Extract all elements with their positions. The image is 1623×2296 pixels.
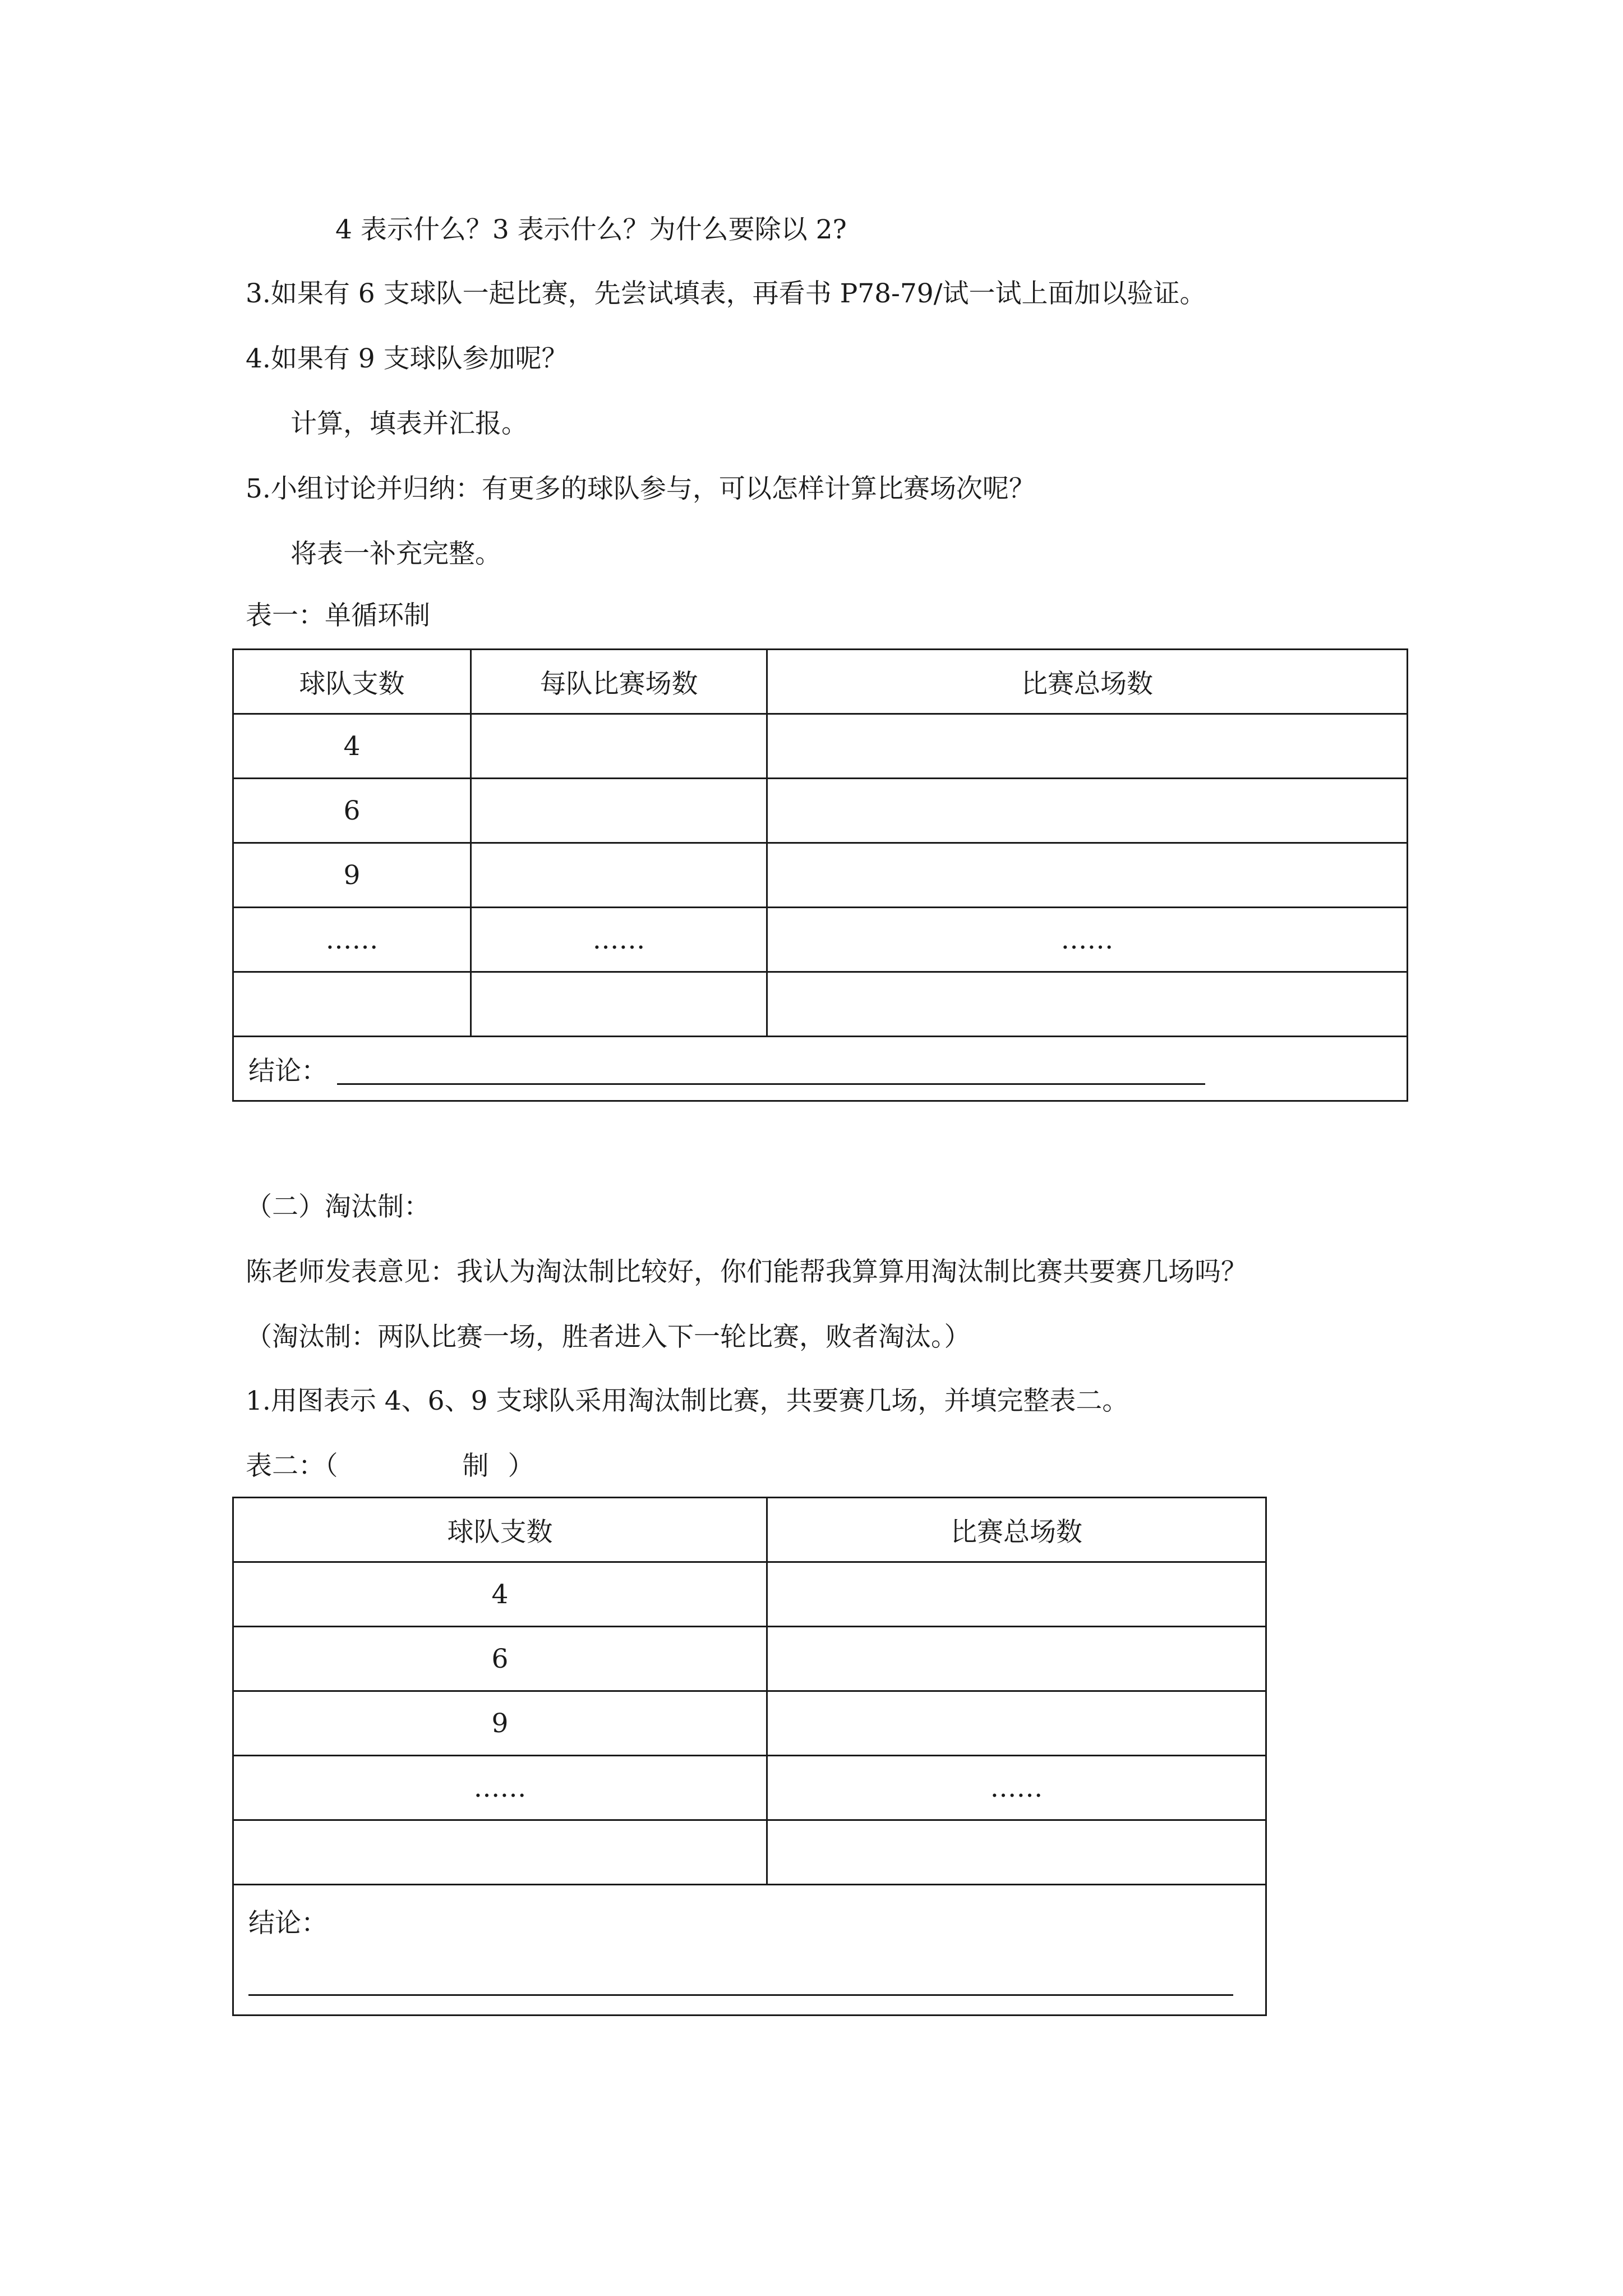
table1-cell (767, 972, 1408, 1037)
conclusion-answer-line[interactable] (337, 1083, 1205, 1085)
table-row (233, 843, 1408, 908)
table1-caption: 表一：单循环制 (246, 600, 430, 631)
table-row (233, 1562, 1266, 1627)
question-4: 4.如果有 9 支球队参加呢？ (246, 343, 568, 374)
table1-cell: 9 (233, 843, 471, 908)
table2-knockout (232, 1497, 1267, 2016)
table2-cell (233, 1820, 767, 1885)
table1-round-robin (232, 648, 1408, 1102)
table1-cell (767, 714, 1408, 779)
table2-header-cell: 球队支数 (233, 1498, 767, 1562)
conclusion-label: 结论： (248, 1908, 328, 1939)
table2-caption-close: ） (508, 1451, 534, 1481)
table-row (233, 1756, 1266, 1820)
table1-cell (471, 843, 767, 908)
table-row (233, 1627, 1266, 1691)
table2-conclusion-row (233, 1885, 1266, 2016)
table2-cell: 6 (233, 1627, 767, 1691)
table2-cell: …… (767, 1756, 1266, 1820)
table-row (233, 1691, 1266, 1756)
table1-cell: …… (471, 908, 767, 972)
section-2-line-2: （淘汰制：两队比赛一场，胜者进入下一轮比赛，败者淘汰。） (246, 1322, 971, 1352)
table2-cell (767, 1691, 1266, 1756)
table2-cell (767, 1562, 1266, 1627)
table1-conclusion-row (233, 1037, 1408, 1101)
table2-caption-open: 表二：（ (246, 1451, 338, 1481)
table2-header-cell: 比赛总场数 (767, 1498, 1266, 1562)
section-2-line-3: 1.用图表示 4、6、9 支球队采用淘汰制比赛，共要赛几场，并填完整表二。 (246, 1386, 1129, 1416)
table1-cell: …… (767, 908, 1408, 972)
table1-cell: …… (233, 908, 471, 972)
table1-cell (767, 779, 1408, 843)
section-2-heading: （二）淘汰制： (246, 1191, 430, 1222)
table-row (233, 972, 1408, 1037)
table1-cell (471, 714, 767, 779)
table1-cell (233, 972, 471, 1037)
table2-caption-mid: 制 (462, 1451, 489, 1481)
conclusion-label: 结论： (248, 1055, 328, 1087)
table1-conclusion-cell (233, 1037, 1408, 1101)
section-2-line-1: 陈老师发表意见：我认为淘汰制比较好，你们能帮我算算用淘汰制比赛共要赛几场吗？ (246, 1257, 1247, 1287)
table2-header-row (233, 1498, 1266, 1562)
table1-cell: 4 (233, 714, 471, 779)
table2-cell (767, 1820, 1266, 1885)
question-line-meaning: 4 表示什么？3 表示什么？为什么要除以 2? (335, 214, 847, 245)
question-5: 5.小组讨论并归纳：有更多的球队参与，可以怎样计算比赛场次呢？ (246, 473, 1035, 504)
table1-cell (767, 843, 1408, 908)
table-row (233, 714, 1408, 779)
table2-conclusion-cell (233, 1885, 1266, 2016)
table1-header-cell: 每队比赛场数 (471, 650, 767, 714)
table2-caption (246, 1448, 534, 1484)
table-row (233, 1820, 1266, 1885)
table1-header-row (233, 650, 1408, 714)
table2-cell: 9 (233, 1691, 767, 1756)
table2-cell: …… (233, 1756, 767, 1820)
conclusion-answer-line[interactable] (248, 1994, 1233, 1996)
table1-cell: 6 (233, 779, 471, 843)
table1-header-cell: 球队支数 (233, 650, 471, 714)
table-row (233, 908, 1408, 972)
table-row (233, 779, 1408, 843)
question-3: 3.如果有 6 支球队一起比赛，先尝试填表，再看书 P78-79/试一试上面加以验证。 (246, 278, 1206, 309)
table2-cell (767, 1627, 1266, 1691)
table2-cell: 4 (233, 1562, 767, 1627)
table1-cell (471, 779, 767, 843)
table1-header-cell: 比赛总场数 (767, 650, 1408, 714)
table1-cell (471, 972, 767, 1037)
question-4-instruction: 计算，填表并汇报。 (291, 408, 528, 439)
question-5-instruction: 将表一补充完整。 (291, 539, 501, 569)
